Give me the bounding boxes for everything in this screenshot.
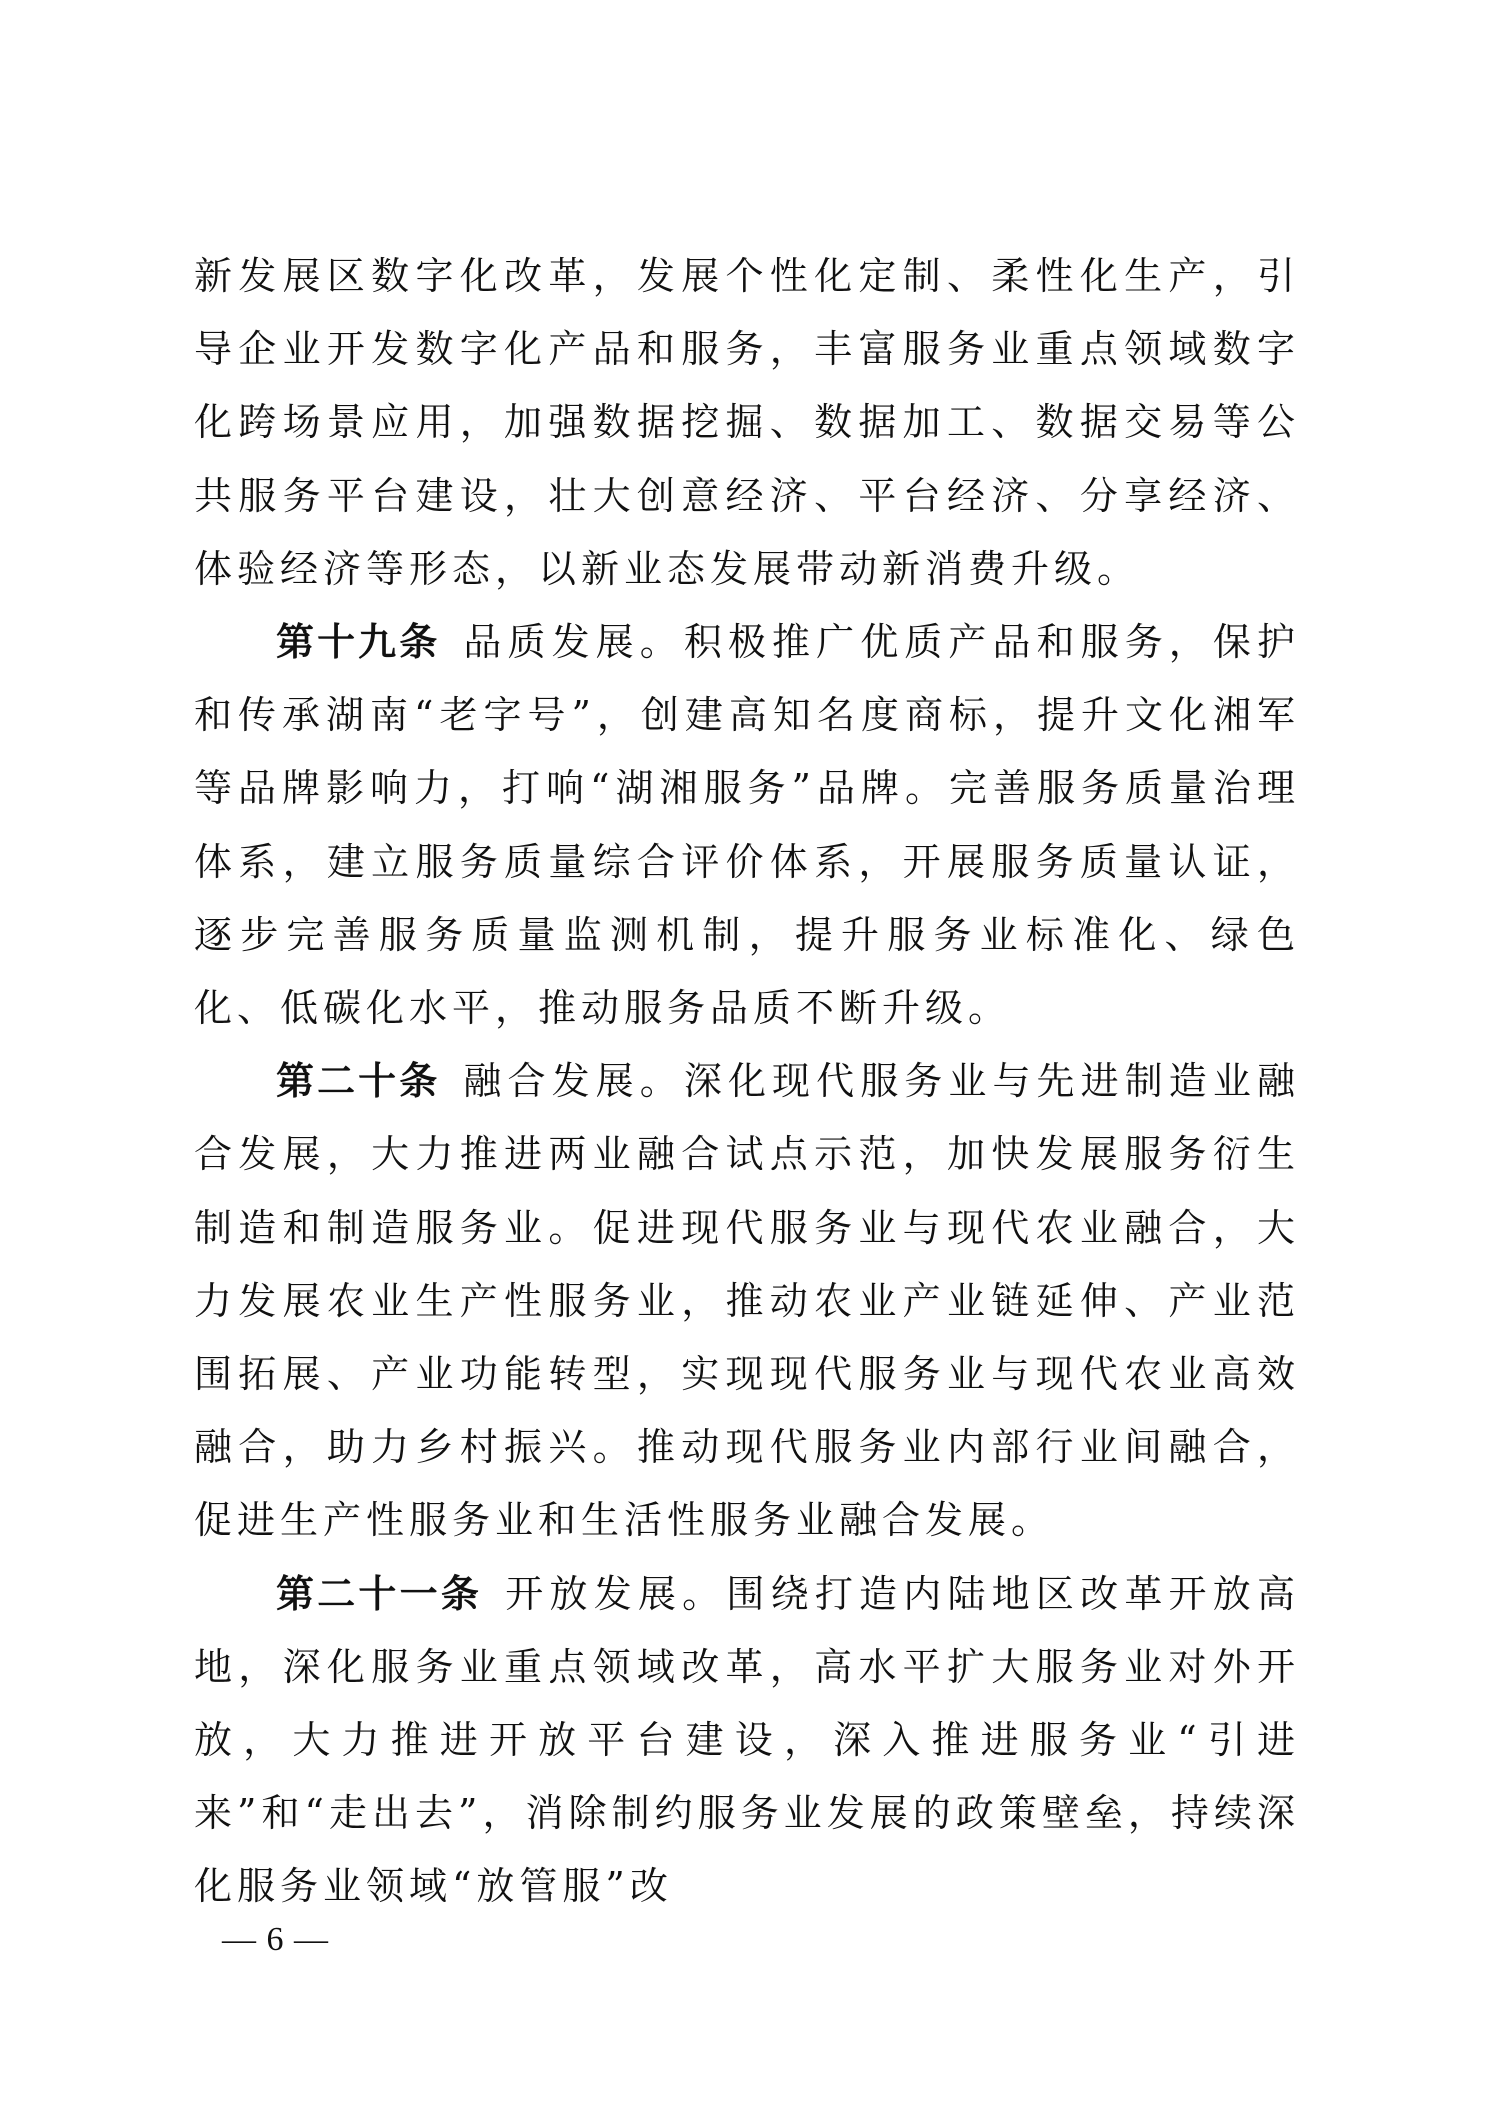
paragraph-continuation: [194, 240, 1300, 606]
document-body: [194, 240, 1300, 1924]
paragraph-text: 融合发展。深化现代服务业与先进制造业融合发展，大力推进两业融合试点示范，加快发展服务衍生制造和制造服务业。促进现代服务业与现代农业融合，大力发展农业生产性服务业，推动农业产业链延伸、产业范围拓展、产业功能转型，实现现代服务业与现代农业高效融合，助力乡村振兴。推动现代服务业内部行业间融合，促进生产性服务业和生活性服务业融合发展。: [194, 1059, 1300, 1543]
article-number: 第十九条: [276, 620, 441, 665]
article-number: 第二十一条: [276, 1571, 483, 1616]
paragraph-article-20: [194, 1045, 1300, 1557]
paragraph-article-21: [194, 1558, 1300, 1924]
paragraph-text: 新发展区数字化改革，发展个性化定制、柔性化生产，引导企业开发数字化产品和服务，丰富服务业重点领域数字化跨场景应用，加强数据挖掘、数据加工、数据交易等公共服务平台建设，壮大创意经济、平台经济、分享经济、体验经济等形态，以新业态发展带动新消费升级。: [194, 254, 1300, 591]
article-number: 第二十条: [276, 1059, 441, 1104]
paragraph-text: 品质发展。积极推广优质产品和服务，保护和传承湖南“老字号”，创建高知名度商标，提升文化湘军等品牌影响力，打响“湖湘服务”品牌。完善服务质量治理体系，建立服务质量综合评价体系，开展服务质量认证，逐步完善服务质量监测机制，提升服务业标准化、绿色化、低碳化水平，推动服务品质不断升级。: [194, 620, 1300, 1031]
paragraph-article-19: [194, 606, 1300, 1045]
paragraph-text: 开放发展。围绕打造内陆地区改革开放高地，深化服务业重点领域改革，高水平扩大服务业对外开放，大力推进开放平台建设，深入推进服务业“引进来”和“走出去”，消除制约服务业发展的政策壁垒，持续深化服务业领域“放管服”改: [194, 1571, 1300, 1909]
page-number: — 6 —: [222, 1921, 329, 1958]
